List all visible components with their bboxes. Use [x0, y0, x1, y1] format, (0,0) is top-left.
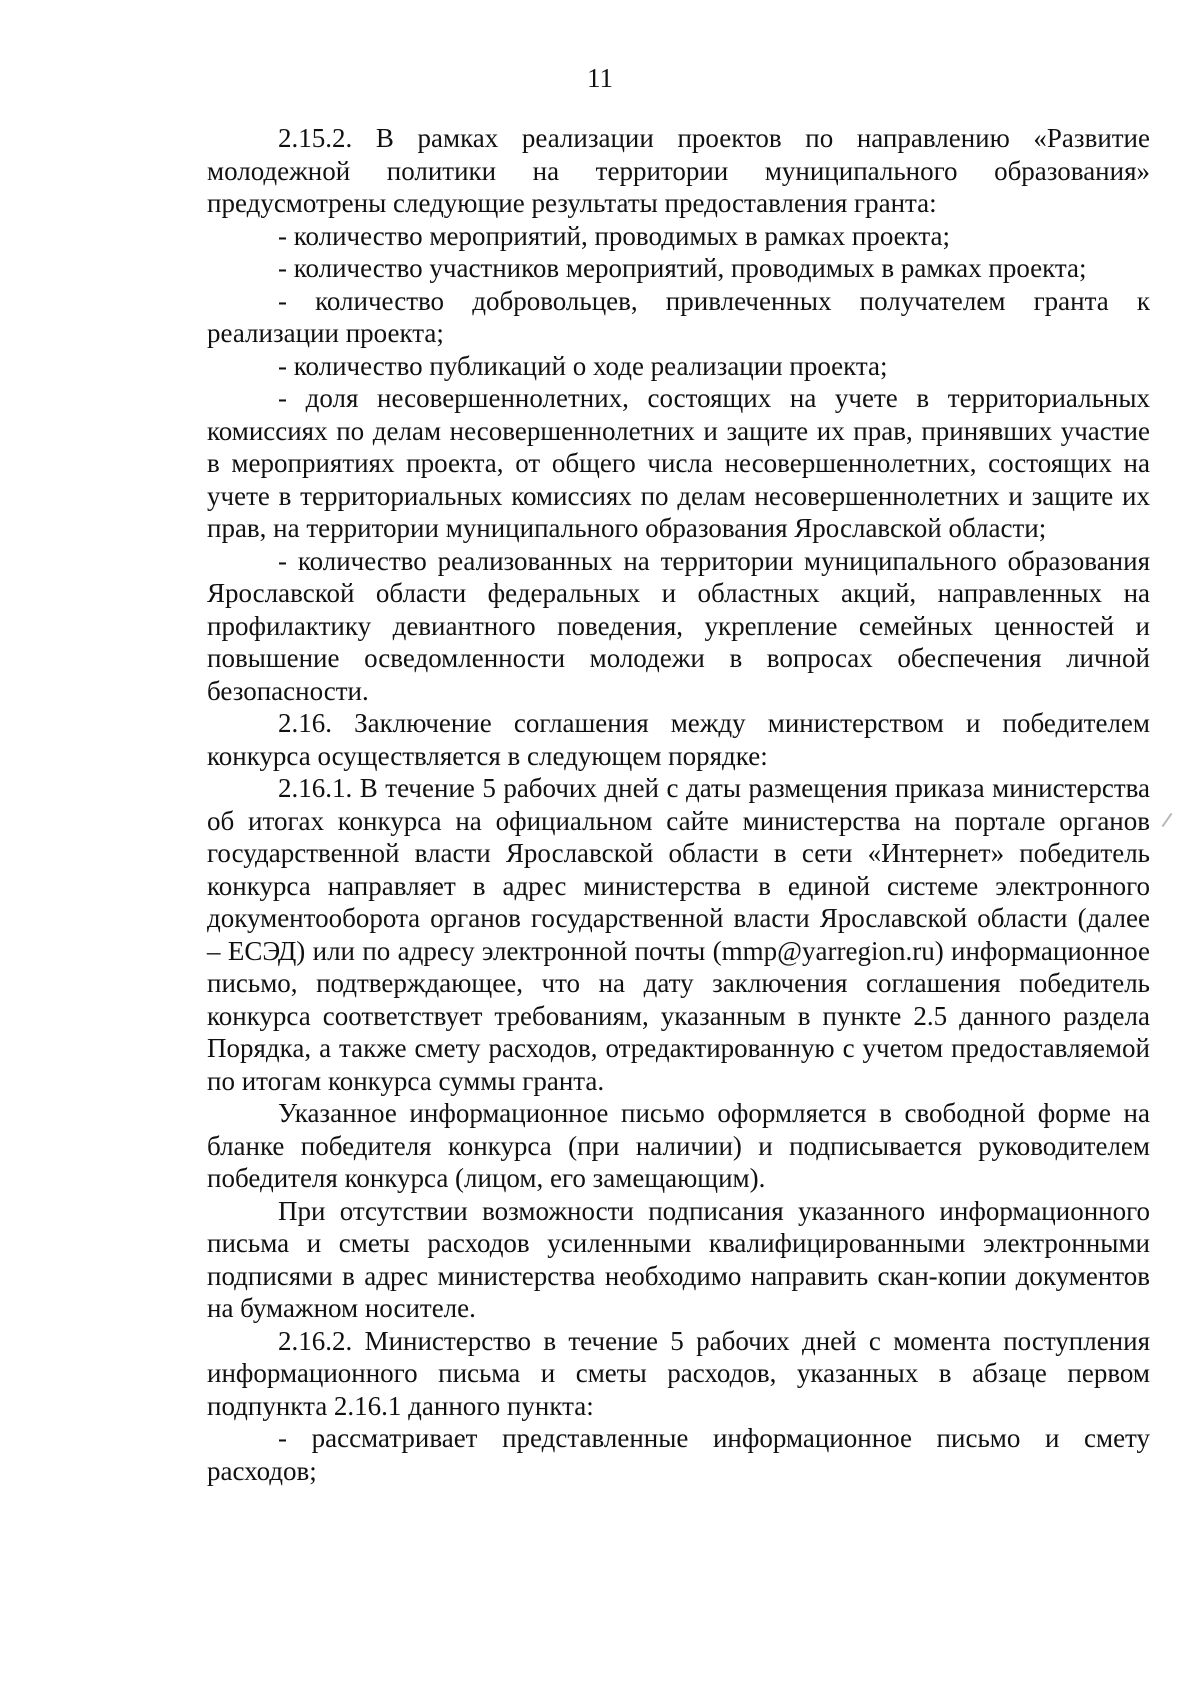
paragraph-2-16-1: 2.16.1. В течение 5 рабочих дней с даты размещения приказа министерства об итогах конкурса на официальном сайте министерства на портале органов государственной власти Ярославской области в сети «Интернет» победитель конкурса направляет в адрес министерства в единой системе электронного документооборота органов государственной власти Ярославской области (далее – ЕСЭД) или по адресу электронной почты (mmp@yarregion.ru) информационное письмо, подтверждающее, что на дату заключения соглашения победитель конкурса соответствует требованиям, указанным в пункте 2.5 данного раздела Порядка, а также смету расходов, отредактированную с учетом предоставляемой по итогам конкурса суммы гранта. [207, 773, 1150, 1096]
list-item-minors-share: - доля несовершеннолетних, состоящих на учете в территориальных комиссиях по делам несовершеннолетних и защите их прав, принявших участие в мероприятиях проекта, от общего числа несовершеннолетних, состоящих на учете в территориальных комиссиях по делам несовершеннолетних и защите их прав, на территории муниципального образования Ярославской области; [207, 383, 1150, 543]
paragraph-2-16-2: 2.16.2. Министерство в течение 5 рабочих дней с момента поступления информационного письма и сметы расходов, указанных в абзаце первом подпункта 2.16.1 данного пункта: [207, 1325, 1150, 1421]
list-item-volunteers-count: - количество добровольцев, привлеченных получателем гранта к реализации проекта; [207, 285, 1150, 348]
list-item-publications-count: - количество публикаций о ходе реализации проекта; [278, 350, 888, 381]
list-item-actions-count: - количество реализованных на территории муниципального образования Ярославской области федеральных и областных акций, направленных на профилактику девиантного поведения, укрепление семейных ценностей и повышение осведомленности молодежи в вопросах обеспечения личной безопасности. [207, 545, 1150, 706]
document-body [207, 122, 1150, 1487]
paragraph-scan-copies: При отсутствии возможности подписания указанного информационного письма и сметы расходов усиленными квалифицированными электронными подписями в адрес министерства необходимо направить скан-копии документов на бумажном носителе. [207, 1195, 1150, 1323]
paragraph-letter-form: Указанное информационное письмо оформляется в свободной форме на бланке победителя конкурса (при наличии) и подписывается руководителем победителя конкурса (лицом, его замещающим). [207, 1098, 1150, 1193]
list-item-reviews-letter: - рассматривает представленные информационное письмо и смету расходов; [207, 1423, 1150, 1486]
paragraph-2-15-2-intro: 2.15.2. В рамках реализации проектов по направлению «Развитие молодежной политики на территории муниципального образования» предусмотрены следующие результаты предоставления гранта: [207, 123, 1150, 218]
page-number: 11 [587, 63, 613, 93]
scan-margin-mark [1162, 813, 1173, 827]
list-item-participants-count: - количество участников мероприятий, проводимых в рамках проекта; [278, 253, 1087, 283]
paragraph-2-16: 2.16. Заключение соглашения между министерством и победителем конкурса осуществляется в следующем порядке: [207, 708, 1150, 771]
list-item-events-count: - количество мероприятий, проводимых в рамках проекта; [278, 220, 951, 251]
